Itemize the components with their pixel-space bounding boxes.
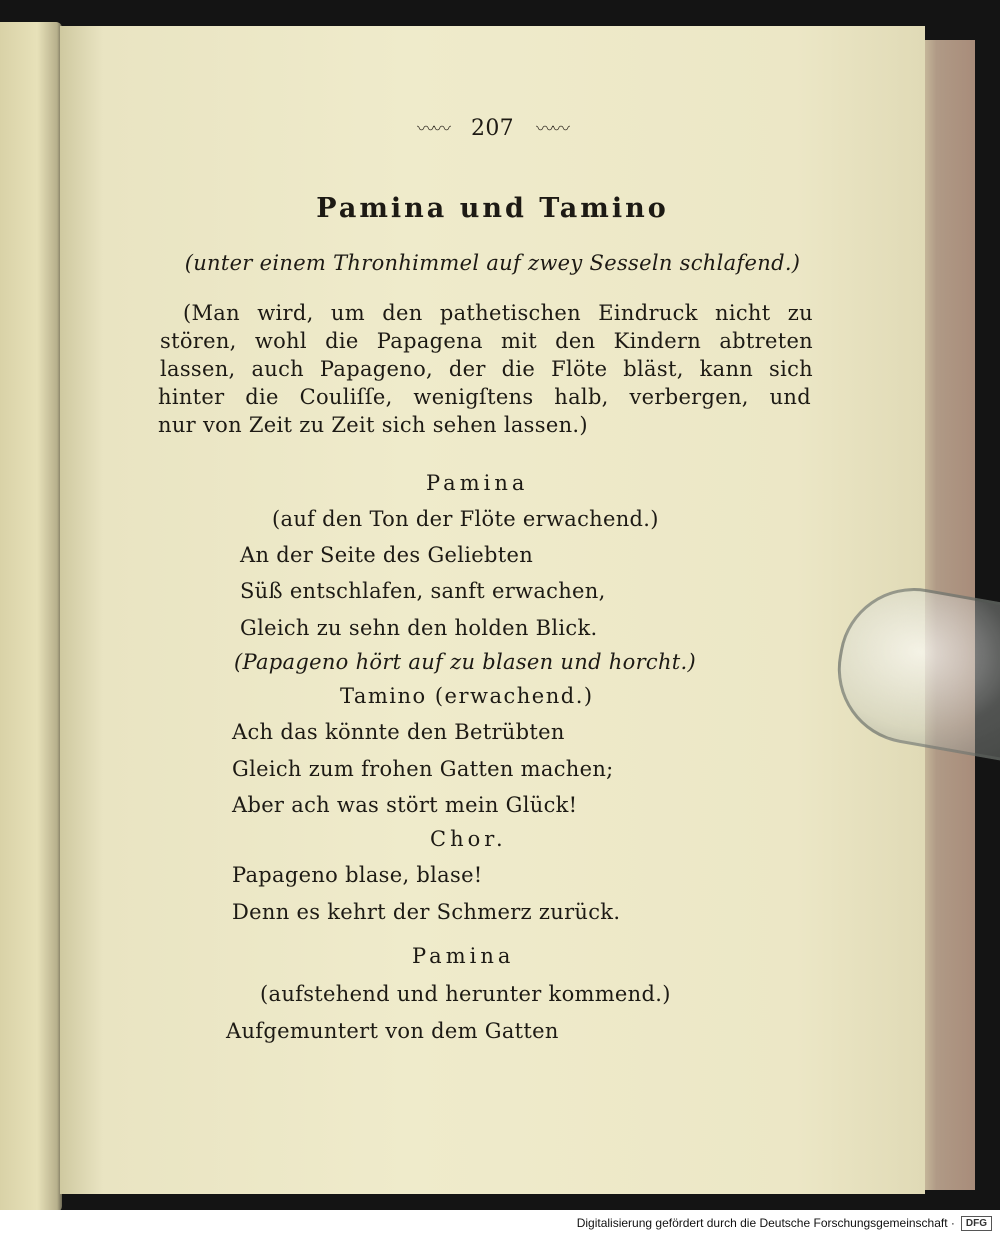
stage-direction-line: lassen, auch Papageno, der die Flöte bläst, kann sich xyxy=(160,357,813,381)
page-number: 207 xyxy=(471,116,514,141)
speaker-name: Pamina xyxy=(412,944,515,968)
page-folio xyxy=(60,114,925,145)
stage-direction-line: hinter die Couliſſe, wenigſtens halb, verbergen, und xyxy=(158,385,811,409)
stage-direction-line: stören, wohl die Papagena mit den Kindern abtreten xyxy=(160,329,813,353)
verse-line: An der Seite des Geliebten xyxy=(240,543,534,567)
ornament-left: 〰〰 xyxy=(417,119,450,140)
verse-line: Ach das könnte den Betrübten xyxy=(232,720,565,744)
speaker-name: Pamina xyxy=(426,471,529,495)
left-page-edge xyxy=(0,22,62,1212)
ornament-right: 〰〰 xyxy=(535,119,568,140)
verse-line: Süß entschlafen, sanft erwachen, xyxy=(240,579,606,603)
speaker-name: Chor. xyxy=(430,827,507,851)
stage-direction-line: nur von Zeit zu Zeit sich sehen lassen.) xyxy=(158,413,588,437)
scene-heading: Pamina und Tamino xyxy=(316,193,669,224)
stage-direction-line: (Man wird, um den pathetischen Eindruck nicht zu xyxy=(183,301,813,325)
verse-line: Aber ach was stört mein Glück! xyxy=(232,793,578,817)
verse-line: Gleich zu sehn den holden Blick. xyxy=(240,616,598,640)
verse-line: Denn es kehrt der Schmerz zurück. xyxy=(232,900,621,924)
dfg-logo-icon: DFG xyxy=(961,1216,992,1231)
book-page xyxy=(60,26,925,1194)
footer-credit-text: Digitalisierung gefördert durch die Deutsche Forschungsgemeinschaft · xyxy=(576,1216,955,1230)
verse-line: Gleich zum frohen Gatten machen; xyxy=(232,757,614,781)
verse-line: Papageno blase, blase! xyxy=(232,863,483,887)
speaker-name: Tamino (erwachend.) xyxy=(340,684,594,708)
stage-direction: (aufstehend und herunter kommend.) xyxy=(260,982,671,1006)
stage-direction: (auf den Ton der Flöte erwachend.) xyxy=(272,507,659,531)
scene-subheading: (unter einem Thronhimmel auf zwey Sesseln schlafend.) xyxy=(184,251,801,275)
footer-credit xyxy=(0,1210,1000,1236)
verse-line: Aufgemuntert von dem Gatten xyxy=(226,1019,559,1043)
stage-direction: (Papageno hört auf zu blasen und horcht.) xyxy=(234,650,697,674)
